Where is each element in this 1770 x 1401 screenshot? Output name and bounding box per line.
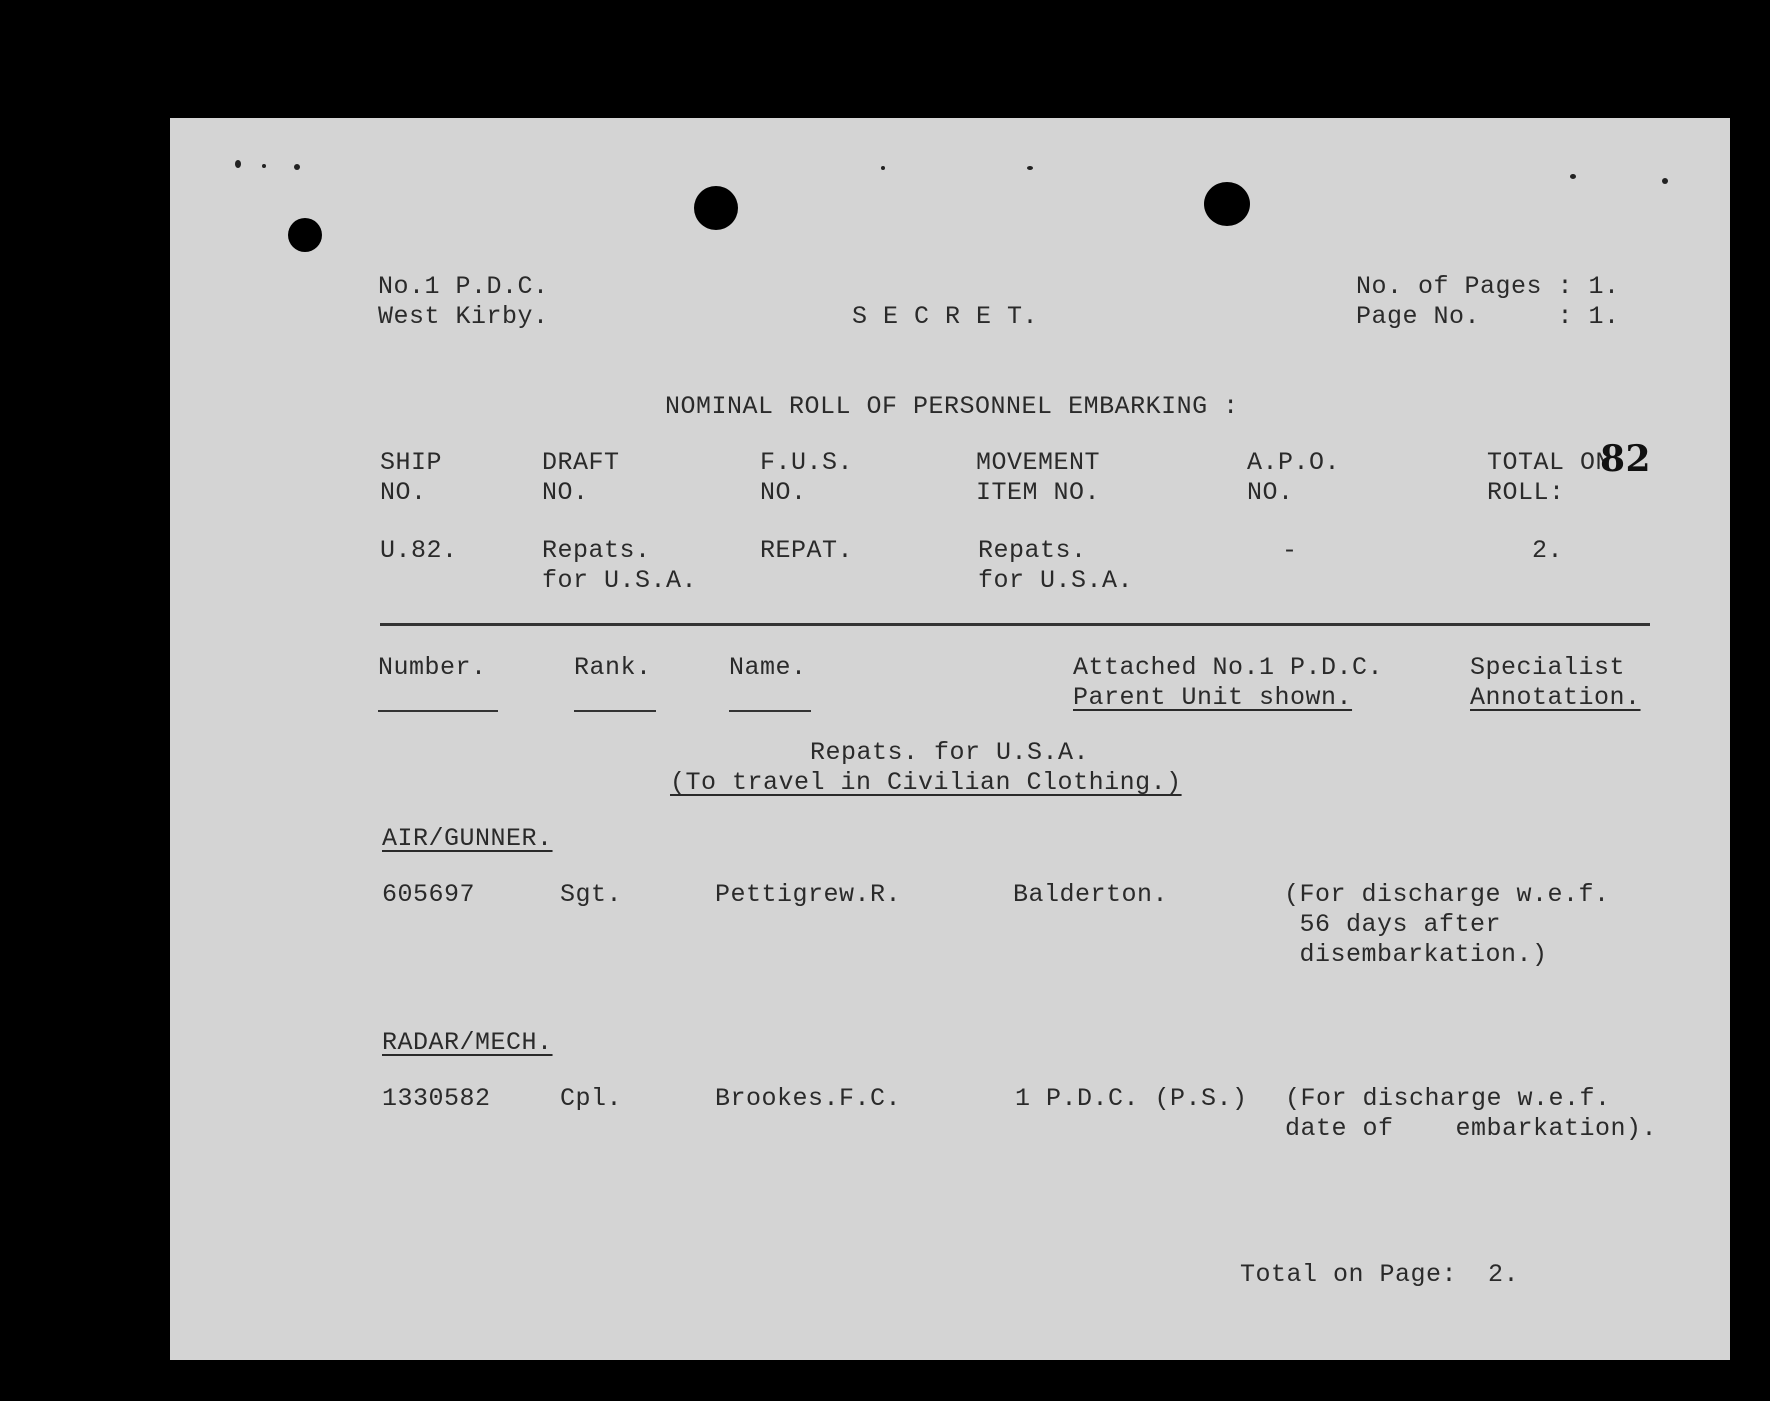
classification-label: S E C R E T. bbox=[852, 302, 1039, 331]
personnel-name: Pettigrew.R. bbox=[715, 880, 902, 909]
draft-no-header bbox=[542, 448, 620, 508]
personnel-name: Brookes.F.C. bbox=[715, 1084, 902, 1113]
number-of-pages: No. of Pages : 1. bbox=[1356, 272, 1620, 301]
attached-header-line2: Parent Unit shown. bbox=[1073, 683, 1353, 712]
draft-value-line2: for U.S.A. bbox=[542, 566, 698, 595]
trade-heading-radar-mech: RADAR/MECH. bbox=[382, 1028, 553, 1057]
specialist-header-line2: Annotation. bbox=[1470, 683, 1641, 712]
personnel-annotation bbox=[1285, 1084, 1657, 1144]
rank-column-header: Rank. bbox=[574, 653, 652, 682]
total-on-roll-value: 2. bbox=[1532, 536, 1564, 565]
rank-header-underline bbox=[574, 710, 656, 712]
apo-no-header bbox=[1247, 448, 1340, 508]
attached-column-header bbox=[1073, 653, 1383, 713]
speck bbox=[1570, 174, 1576, 179]
total-header-line2: ROLL: bbox=[1487, 478, 1565, 507]
ship-header-line1: SHIP bbox=[380, 448, 443, 477]
movement-item-value bbox=[978, 536, 1133, 596]
group-heading-line2: (To travel in Civilian Clothing.) bbox=[670, 768, 1182, 797]
number-column-header: Number. bbox=[378, 653, 487, 682]
personnel-rank: Cpl. bbox=[560, 1084, 623, 1113]
movement-value-line1: Repats. bbox=[978, 536, 1087, 565]
personnel-number: 1330582 bbox=[382, 1084, 491, 1113]
section-divider bbox=[380, 623, 1650, 626]
ship-no-value: U.82. bbox=[380, 536, 458, 565]
apo-header-line2: NO. bbox=[1247, 478, 1294, 507]
document-page bbox=[170, 118, 1730, 1360]
speck bbox=[1027, 166, 1033, 170]
annotation-line1: (For discharge w.e.f. bbox=[1284, 880, 1610, 909]
speck bbox=[1662, 178, 1668, 184]
unit-location: West Kirby. bbox=[378, 302, 549, 331]
total-on-page: Total on Page: 2. bbox=[1240, 1260, 1520, 1289]
punch-hole-center-right bbox=[1204, 182, 1250, 226]
specialist-header-line1: Specialist bbox=[1470, 653, 1626, 682]
fus-header-line1: F.U.S. bbox=[760, 448, 854, 477]
annotation-line3: disembarkation.) bbox=[1284, 940, 1548, 969]
page-number: Page No. : 1. bbox=[1356, 302, 1620, 331]
speck bbox=[294, 164, 300, 170]
speck bbox=[235, 160, 241, 168]
apo-no-value: - bbox=[1282, 536, 1298, 565]
annotation-line2: 56 days after bbox=[1284, 910, 1502, 939]
name-column-header: Name. bbox=[729, 653, 807, 682]
fus-no-value: REPAT. bbox=[760, 536, 854, 565]
annotation-line2: date of embarkation). bbox=[1285, 1114, 1658, 1143]
movement-item-header bbox=[976, 448, 1100, 508]
personnel-parent-unit: Balderton. bbox=[1013, 880, 1169, 909]
unit-name: No.1 P.D.C. bbox=[378, 272, 549, 301]
ship-no-header bbox=[380, 448, 442, 508]
movement-value-line2: for U.S.A. bbox=[978, 566, 1134, 595]
document-title: NOMINAL ROLL OF PERSONNEL EMBARKING : bbox=[665, 392, 1239, 421]
draft-value-line1: Repats. bbox=[542, 536, 651, 565]
fus-no-header bbox=[760, 448, 853, 508]
draft-no-value bbox=[542, 536, 697, 596]
personnel-annotation bbox=[1284, 880, 1610, 970]
personnel-rank: Sgt. bbox=[560, 880, 623, 909]
fus-header-line2: NO. bbox=[760, 478, 807, 507]
ship-header-line2: NO. bbox=[380, 478, 427, 507]
total-stamp: 82 bbox=[1600, 438, 1652, 480]
speck bbox=[881, 166, 885, 170]
movement-header-line2: ITEM NO. bbox=[976, 478, 1101, 507]
speck bbox=[262, 164, 266, 168]
specialist-column-header bbox=[1470, 653, 1641, 713]
trade-heading-air-gunner: AIR/GUNNER. bbox=[382, 824, 553, 853]
punch-hole-center-left bbox=[694, 186, 738, 230]
total-header-line1: TOTAL ON bbox=[1487, 448, 1612, 477]
apo-header-line1: A.P.O. bbox=[1247, 448, 1341, 477]
group-heading-line1: Repats. for U.S.A. bbox=[810, 738, 1090, 767]
punch-hole-left bbox=[288, 218, 322, 252]
name-header-underline bbox=[729, 710, 811, 712]
number-header-underline bbox=[378, 710, 498, 712]
total-on-roll-header bbox=[1487, 448, 1611, 508]
personnel-number: 605697 bbox=[382, 880, 476, 909]
annotation-line1: (For discharge w.e.f. bbox=[1285, 1084, 1611, 1113]
movement-header-line1: MOVEMENT bbox=[976, 448, 1101, 477]
attached-header-line1: Attached No.1 P.D.C. bbox=[1073, 653, 1384, 682]
draft-header-line2: NO. bbox=[542, 478, 589, 507]
draft-header-line1: DRAFT bbox=[542, 448, 620, 477]
personnel-parent-unit: 1 P.D.C. (P.S.) bbox=[1015, 1084, 1248, 1113]
